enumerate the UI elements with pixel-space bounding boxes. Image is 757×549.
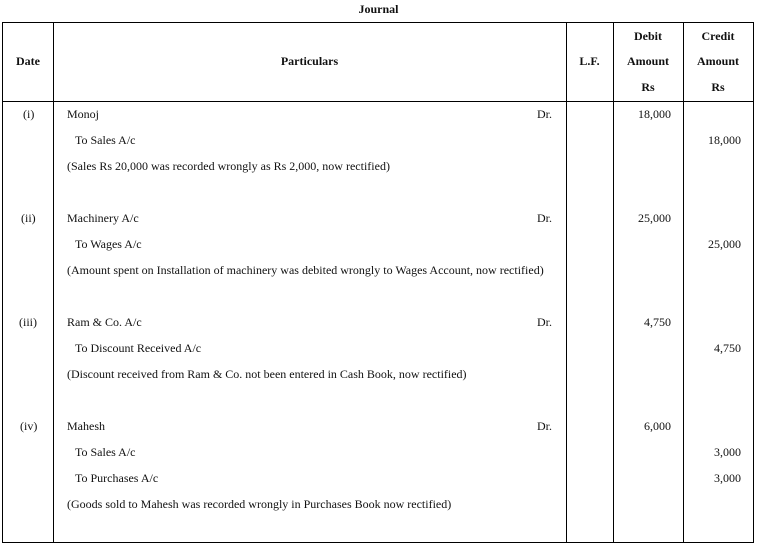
entry-narration: (Sales Rs 20,000 was recorded wrongly as Rs 2,000, now rectified) bbox=[67, 159, 390, 173]
entry-date: (i) bbox=[23, 107, 35, 121]
entry-dr-label: Dr. bbox=[537, 107, 552, 121]
entry-credit-amount: 18,000 bbox=[708, 133, 741, 147]
entry-date: (iv) bbox=[20, 419, 38, 433]
entry-narration: (Goods sold to Mahesh was recorded wrongly in Purchases Book now rectified) bbox=[67, 497, 452, 511]
header-debit-line2: Amount bbox=[626, 54, 669, 68]
entry-debit-amount: 4,750 bbox=[644, 315, 671, 329]
header-credit-line3: Rs bbox=[711, 80, 725, 94]
header-lf: L.F. bbox=[579, 54, 600, 68]
entry-credit-amount: 3,000 bbox=[714, 471, 741, 485]
header-debit-line3: Rs bbox=[641, 80, 655, 94]
entry-dr-label: Dr. bbox=[537, 211, 552, 225]
entry-date: (iii) bbox=[19, 315, 37, 329]
entry-credit-amount: 4,750 bbox=[714, 341, 741, 355]
header-particulars: Particulars bbox=[280, 54, 339, 68]
header-credit-line1: Credit bbox=[701, 29, 735, 43]
header-debit-line1: Debit bbox=[634, 29, 662, 43]
entry-credit-account: To Sales A/c bbox=[75, 445, 136, 459]
entry-dr-label: Dr. bbox=[537, 315, 552, 329]
entry-credit-amount: 25,000 bbox=[708, 237, 741, 251]
entry-debit-amount: 18,000 bbox=[638, 107, 671, 121]
entry-debit-account: Mahesh bbox=[67, 419, 105, 433]
journal-title: Journal bbox=[358, 2, 399, 16]
entry-credit-account: To Wages A/c bbox=[75, 237, 142, 251]
entry-debit-amount: 25,000 bbox=[638, 211, 671, 225]
entry-date: (ii) bbox=[21, 211, 36, 225]
entry-dr-label: Dr. bbox=[537, 419, 552, 433]
entry-debit-account: Machinery A/c bbox=[67, 211, 139, 225]
entry-narration: (Discount received from Ram & Co. not been entered in Cash Book, now rectified) bbox=[67, 367, 467, 381]
entry-narration: (Amount spent on Installation of machinery was debited wrongly to Wages Account, now rectified) bbox=[67, 263, 544, 277]
header-date: Date bbox=[16, 54, 40, 68]
entry-debit-account: Ram & Co. A/c bbox=[67, 315, 142, 329]
entry-credit-amount: 3,000 bbox=[714, 445, 741, 459]
entry-credit-account: To Sales A/c bbox=[75, 133, 136, 147]
entry-debit-amount: 6,000 bbox=[644, 419, 671, 433]
header-credit-line2: Amount bbox=[696, 54, 739, 68]
journal-table bbox=[2, 22, 754, 543]
entry-debit-account: Monoj bbox=[67, 107, 100, 121]
entry-credit-account: To Purchases A/c bbox=[75, 471, 159, 485]
entry-credit-account: To Discount Received A/c bbox=[75, 341, 202, 355]
header-divider bbox=[3, 101, 753, 102]
